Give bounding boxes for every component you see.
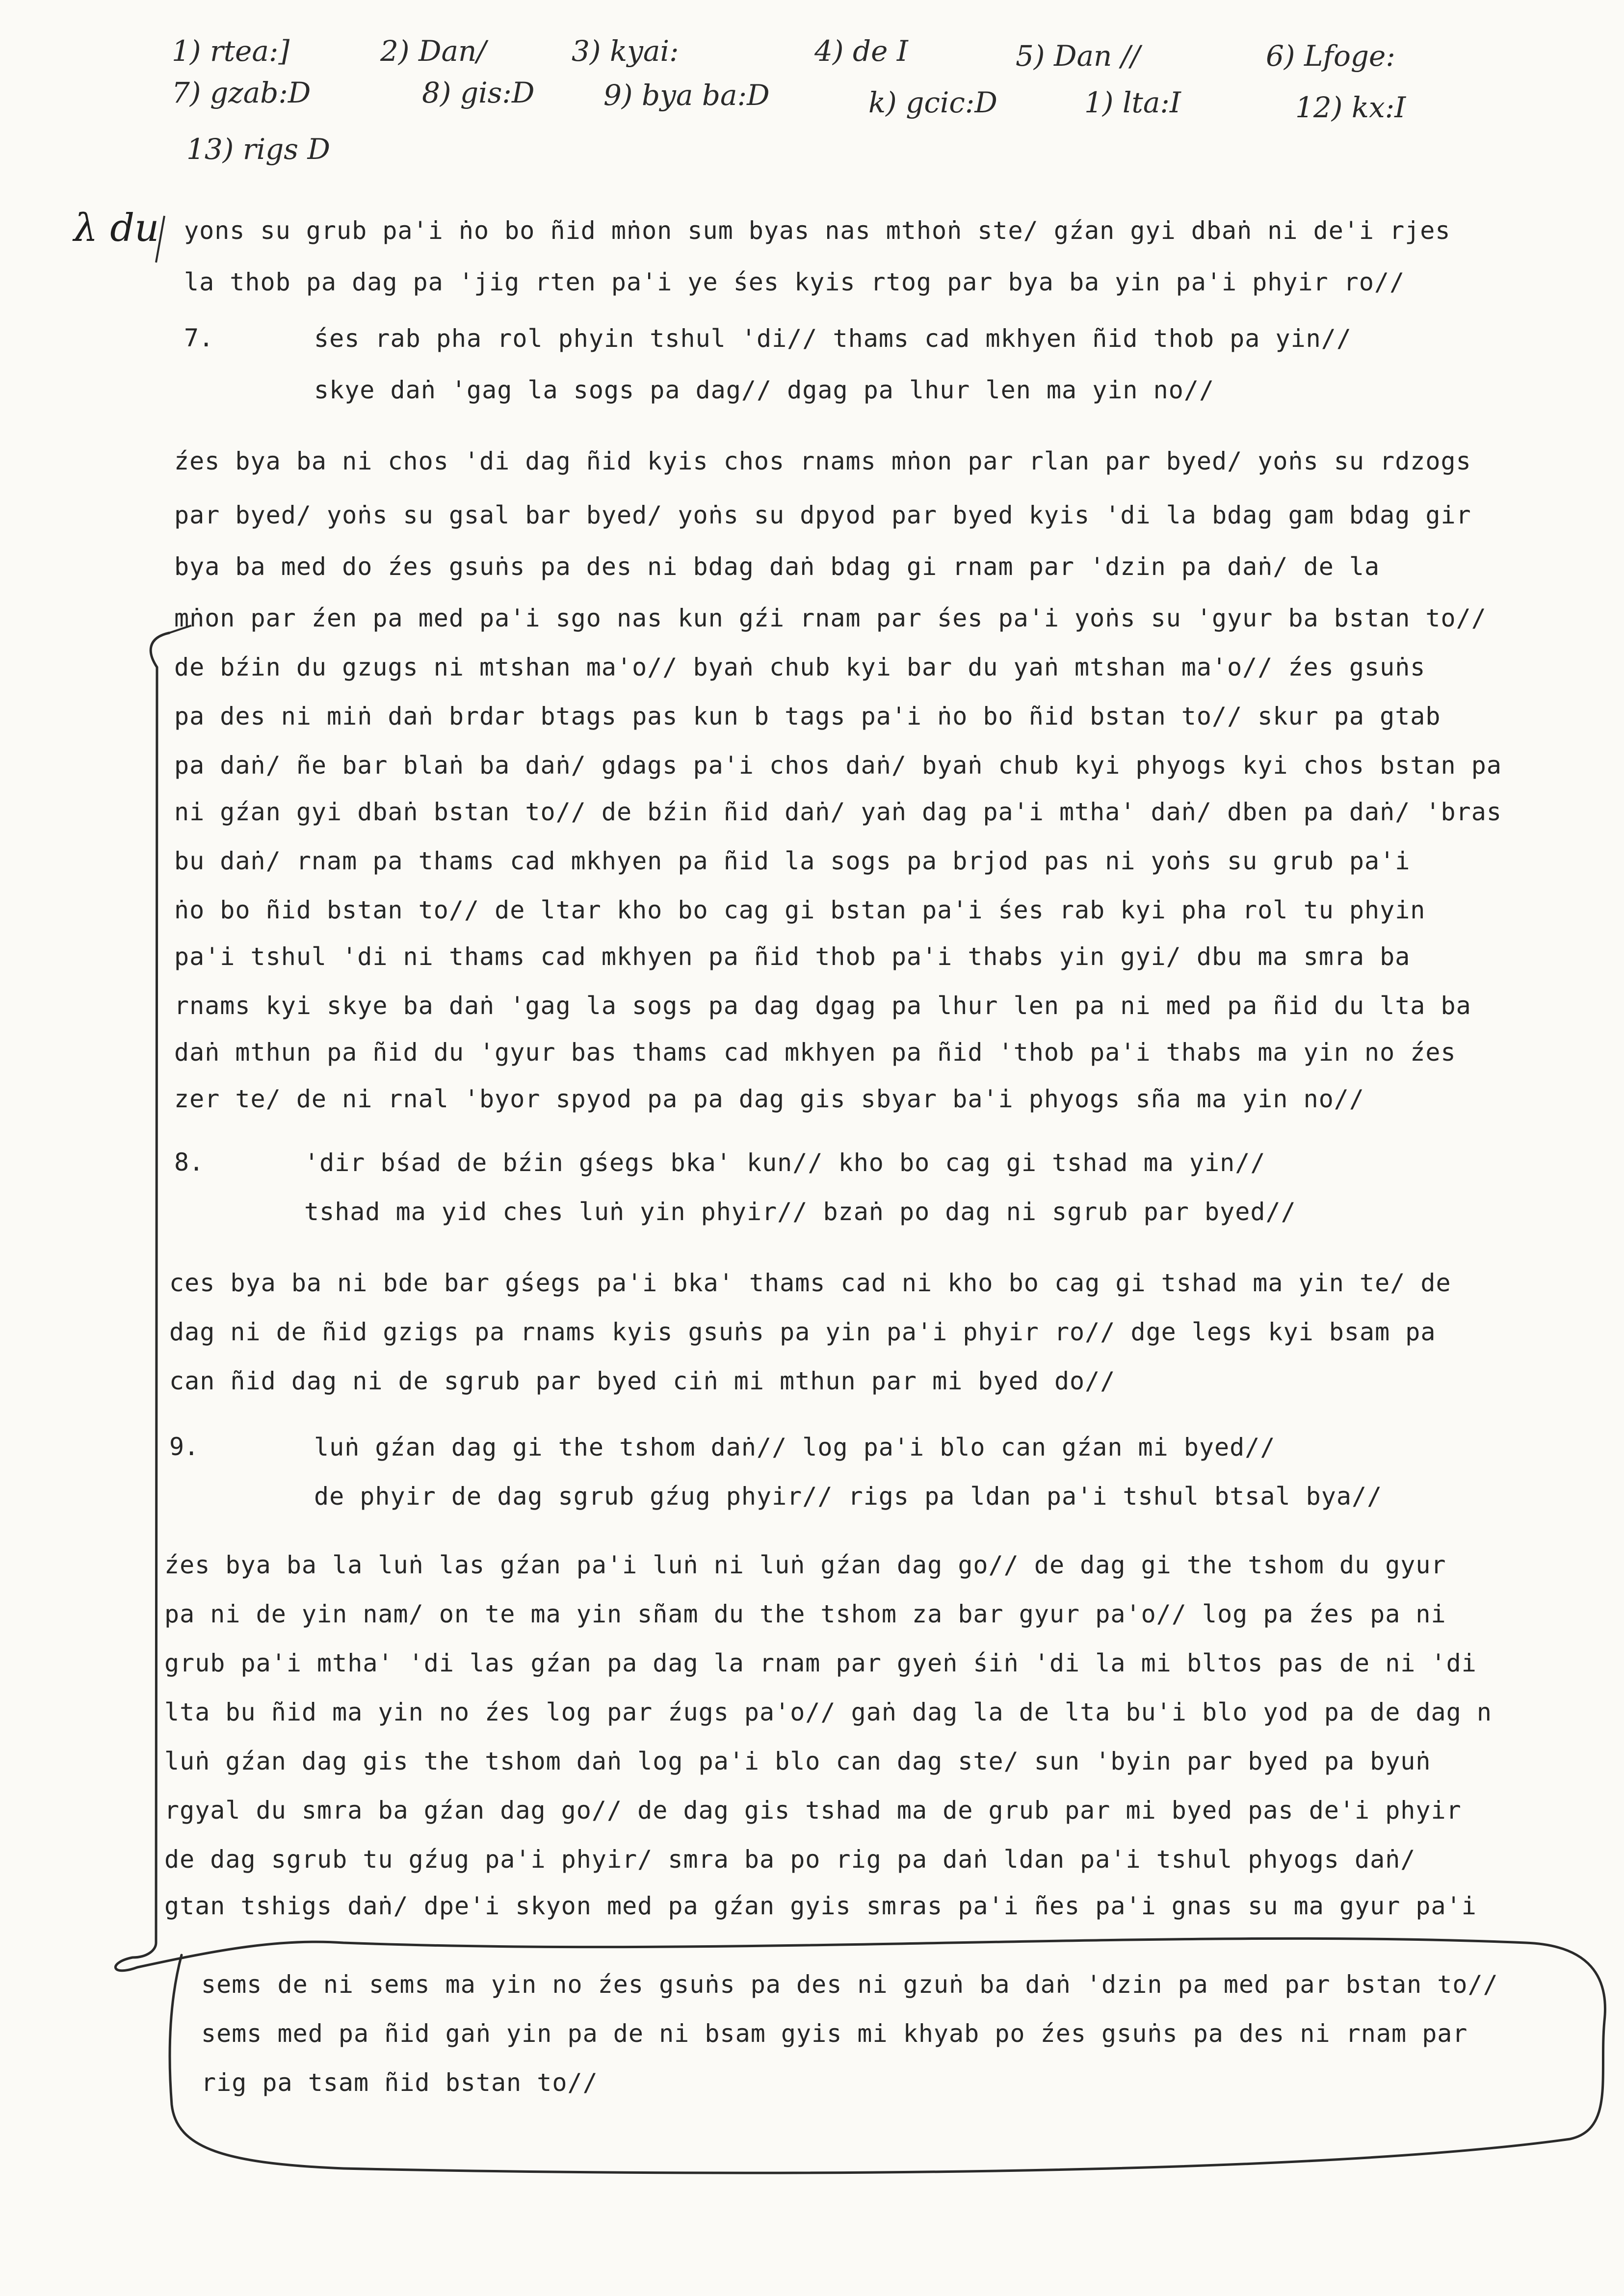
text-line: źes bya ba la luṅ las gźan pa'i luṅ ni luṅ gźan dag go// de dag gi the tshom du gyur <box>164 1551 1446 1579</box>
verse-line: śes rab pha rol phyin tshul 'di// thams cad mkhyen ñid thob pa yin// <box>314 324 1352 353</box>
text-line: par byed/ yoṅs su gsal bar byed/ yoṅs su dpyod par byed kyis 'di la bdag gam bdag gir <box>174 501 1471 529</box>
text-line: lta bu ñid ma yin no źes log par źugs pa'o// gaṅ dag la de lta bu'i blo yod pa de dag n <box>164 1698 1492 1726</box>
text-line: de bźin du gzugs ni mtshan ma'o// byaṅ chub kyi bar du yaṅ mtshan ma'o// źes gsuṅs <box>174 653 1426 681</box>
verse-line: skye daṅ 'gag la sogs pa dag// dgag pa lhur len ma yin no// <box>314 376 1215 404</box>
text-line: gtan tshigs daṅ/ dpe'i skyon med pa gźan gyis smras pa'i ñes pa'i gnas su ma gyur pa'i <box>164 1892 1477 1920</box>
verse-line: de phyir de dag sgrub gźug phyir// rigs pa ldan pa'i tshul btsal bya// <box>314 1482 1383 1511</box>
text-line: ni gźan gyi dbaṅ bstan to// de bźin ñid daṅ/ yaṅ dag pa'i mtha' daṅ/ dben pa daṅ/ 'bras <box>174 798 1502 826</box>
hw-note: 1) rtea:] <box>172 34 290 68</box>
hw-note: 8) gis:D <box>422 76 535 109</box>
verse-line: tshad ma yid ches luṅ yin phyir// bzaṅ po dag ni sgrub par byed// <box>304 1198 1296 1226</box>
text-line: de dag sgrub tu gźug pa'i phyir/ smra ba po rig pa daṅ ldan pa'i tshul phyogs daṅ/ <box>164 1845 1416 1874</box>
text-line: yons su grub pa'i ṅo bo ñid mṅon sum byas nas mthoṅ ste/ gźan gyi dbaṅ ni de'i rjes <box>184 216 1451 245</box>
verse-line: 'dir bśad de bźin gśegs bka' kun// kho bo cag gi tshad ma yin// <box>304 1148 1266 1177</box>
hw-note: 2) Dan/ <box>380 34 486 68</box>
text-line: mṅon par źen pa med pa'i sgo nas kun gźi rnam par śes pa'i yoṅs su 'gyur ba bstan to// <box>174 604 1487 632</box>
text-line: luṅ gźan dag gis the tshom daṅ log pa'i blo can dag ste/ sun 'byin par byed pa byuṅ <box>164 1747 1431 1775</box>
hw-note: 4) de I <box>814 34 908 68</box>
verse-number: 9. <box>169 1433 199 1461</box>
hw-note: 1) lta:I <box>1084 86 1181 119</box>
text-line: ces bya ba ni bde bar gśegs pa'i bka' thams cad ni kho bo cag gi tshad ma yin te/ de <box>169 1269 1451 1297</box>
hw-note: 7) gzab:D <box>172 76 311 109</box>
boxed-line: rig pa tsam ñid bstan to// <box>201 2068 598 2097</box>
text-line: la thob pa dag pa 'jig rten pa'i ye śes kyis rtog par bya ba yin pa'i phyir ro// <box>184 268 1405 296</box>
text-line: grub pa'i mtha' 'di las gźan pa dag la rnam par gyeṅ śiṅ 'di la mi bltos pas de ni 'di <box>164 1649 1477 1677</box>
boxed-line: sems med pa ñid gaṅ yin pa de ni bsam gyis mi khyab po źes gsuṅs pa des ni rnam par <box>201 2019 1468 2048</box>
hw-note: 3) kyai: <box>572 34 679 68</box>
margin-note: λ du <box>74 206 159 250</box>
hw-note: 12) kx:I <box>1295 91 1406 124</box>
text-line: zer te/ de ni rnal 'byor spyod pa pa dag gis sbyar ba'i phyogs sña ma yin no// <box>174 1085 1364 1113</box>
text-line: pa'i tshul 'di ni thams cad mkhyen pa ñid thob pa'i thabs yin gyi/ dbu ma smra ba <box>174 942 1411 971</box>
verse-number: 7. <box>184 324 214 352</box>
text-line: źes bya ba ni chos 'di dag ñid kyis chos rnams mṅon par rlan par byed/ yoṅs su rdzogs <box>174 447 1471 475</box>
text-line: can ñid dag ni de sgrub par byed ciṅ mi mthun par mi byed do// <box>169 1367 1116 1395</box>
text-line: dag ni de ñid gzigs pa rnams kyis gsuṅs pa yin pa'i phyir ro// dge legs kyi bsam pa <box>169 1318 1436 1346</box>
text-line: pa ni de yin nam/ on te ma yin sñam du the tshom za bar gyur pa'o// log pa źes pa ni <box>164 1600 1446 1628</box>
hw-note: k) gcic:D <box>868 86 997 119</box>
verse-line: luṅ gźan dag gi the tshom daṅ// log pa'i blo can gźan mi byed// <box>314 1433 1276 1461</box>
text-line: daṅ mthun pa ñid du 'gyur bas thams cad mkhyen pa ñid 'thob pa'i thabs ma yin no źes <box>174 1038 1456 1067</box>
text-line: bya ba med do źes gsuṅs pa des ni bdag daṅ bdag gi rnam par 'dzin pa daṅ/ de la <box>174 552 1380 581</box>
text-line: rgyal du smra ba gźan dag go// de dag gis tshad ma de grub par mi byed pas de'i phyir <box>164 1796 1462 1825</box>
text-line: rnams kyi skye ba daṅ 'gag la sogs pa dag dgag pa lhur len pa ni med pa ñid du lta ba <box>174 991 1471 1020</box>
text-line: bu daṅ/ rnam pa thams cad mkhyen pa ñid la sogs pa brjod pas ni yoṅs su grub pa'i <box>174 847 1411 875</box>
hw-note: 13) rigs D <box>186 132 330 166</box>
text-line: pa daṅ/ ñe bar blaṅ ba daṅ/ gdags pa'i chos daṅ/ byaṅ chub kyi phyogs kyi chos bstan pa <box>174 751 1502 780</box>
text-line: ṅo bo ñid bstan to// de ltar kho bo cag gi bstan pa'i śes rab kyi pha rol tu phyin <box>174 896 1426 924</box>
hw-note: 6) Lfoge: <box>1266 39 1395 73</box>
hw-note: 5) Dan // <box>1016 39 1140 73</box>
margin-bracket <box>132 633 169 1957</box>
boxed-line: sems de ni sems ma yin no źes gsuṅs pa des ni gzuṅ ba daṅ 'dzin pa med par bstan to// <box>201 1970 1498 1999</box>
hw-note: 9) bya ba:D <box>603 78 770 112</box>
verse-number: 8. <box>174 1148 204 1176</box>
text-line: pa des ni miṅ daṅ brdar btags pas kun b tags pa'i ṅo bo ñid bstan to// skur pa gtab <box>174 702 1441 731</box>
